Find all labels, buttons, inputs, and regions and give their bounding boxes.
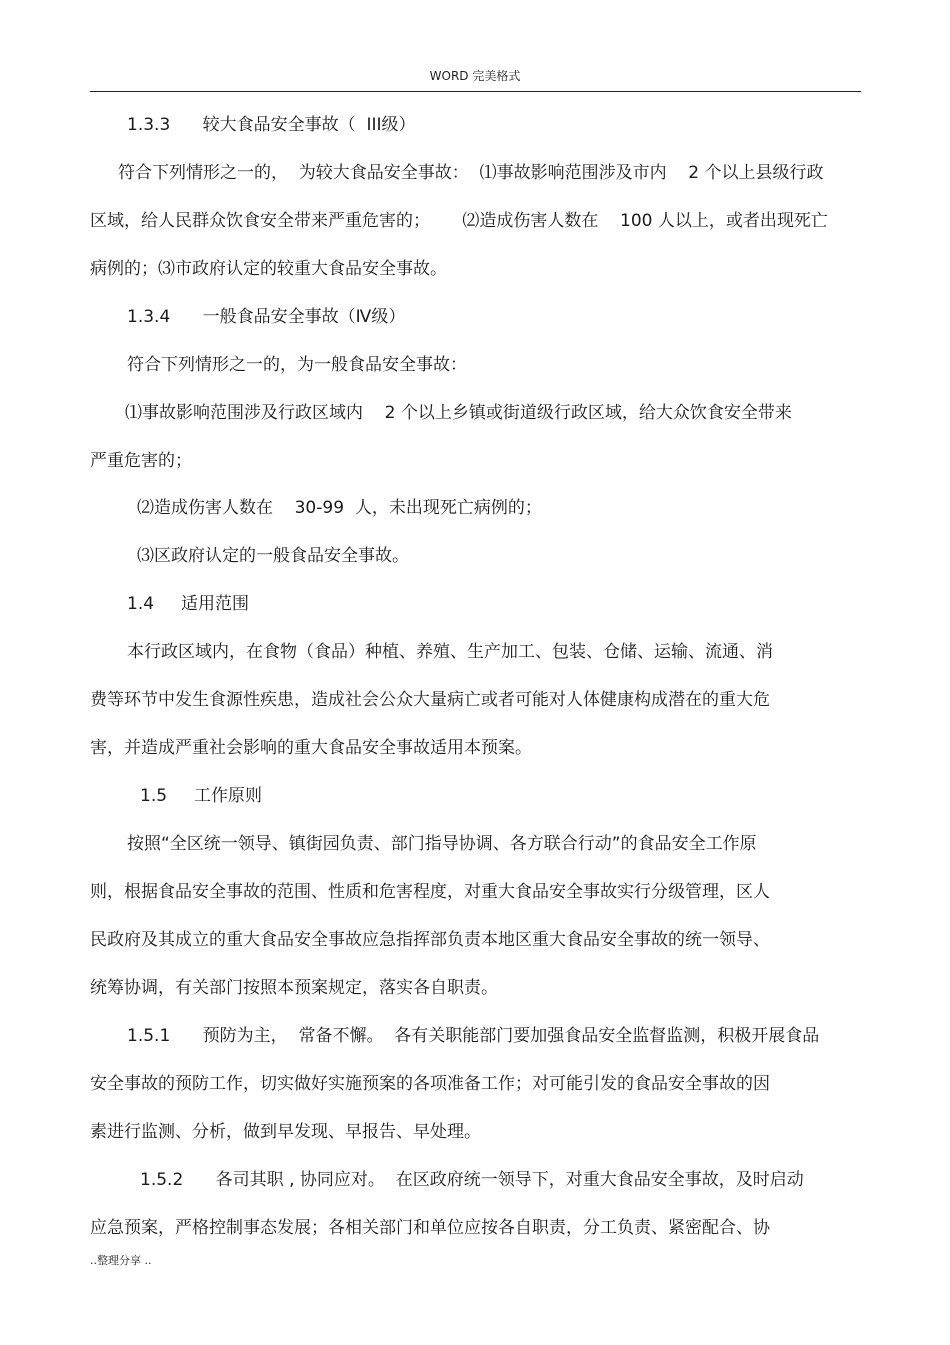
- paragraph-line: 区域，给人民群众饮食安全带来严重危害的； ⑵造成伤害人数在 100 人以上，或者出现死亡: [90, 211, 828, 231]
- paragraph-line: 严重危害的；: [90, 451, 192, 471]
- paragraph-line: ⑵造成伤害人数在 30-99 人，未出现死亡病例的；: [137, 498, 542, 518]
- paragraph-line: 费等环节中发生食源性疾患，造成社会公众大量病亡或者可能对人体健康构成潜在的重大危: [90, 690, 770, 710]
- paragraph-line: 害，并造成严重社会影响的重大食品安全事故适用本预案。: [90, 738, 532, 758]
- header-divider: [90, 91, 861, 92]
- heading-1-5-1: 1.5.1 预防为主， 常备不懈。 各有关职能部门要加强食品安全监督监测，积极开展食品: [127, 1026, 820, 1046]
- paragraph-line: 素进行监测、分析，做到早发现、早报告、早处理。: [90, 1122, 481, 1142]
- paragraph-line: 病例的；⑶市政府认定的较重大食品安全事故。: [90, 259, 447, 279]
- heading-1-4: 1.4 适用范围: [127, 594, 250, 614]
- heading-1-3-4: 1.3.4 一般食品安全事故（Ⅳ级）: [127, 307, 406, 327]
- heading-1-3-3: 1.3.3 较大食品安全事故（ III级）: [127, 115, 416, 135]
- page-header: WORD 完美格式: [429, 69, 521, 83]
- paragraph-line: 按照“全区统一领导、镇街园负责、部门指导协调、各方联合行动”的食品安全工作原: [127, 834, 757, 854]
- paragraph-line: ⑴事故影响范围涉及行政区域内 2 个以上乡镇或街道级行政区域，给大众饮食安全带来: [125, 403, 792, 423]
- page-footer: ..整理分享 ..: [90, 1254, 152, 1267]
- paragraph-line: 符合下列情形之一的， 为较大食品安全事故： ⑴事故影响范围涉及市内 2 个以上县级行政: [118, 163, 824, 183]
- paragraph-line: 符合下列情形之一的，为一般食品安全事故：: [127, 355, 467, 375]
- heading-1-5: 1.5 工作原则: [140, 786, 263, 806]
- paragraph-line: 安全事故的预防工作，切实做好实施预案的各项准备工作；对可能引发的食品安全事故的因: [90, 1074, 770, 1094]
- paragraph-line: ⑶区政府认定的一般食品安全事故。: [137, 546, 409, 566]
- paragraph-line: 统筹协调，有关部门按照本预案规定，落实各自职责。: [90, 978, 498, 998]
- paragraph-line: 应急预案，严格控制事态发展；各相关部门和单位应按各自职责，分工负责、紧密配合、协: [90, 1218, 770, 1238]
- heading-1-5-2: 1.5.2 各司其职 , 协同应对。 在区政府统一领导下，对重大食品安全事故，及时启动: [140, 1170, 804, 1190]
- paragraph-line: 则，根据食品安全事故的范围、性质和危害程度，对重大食品安全事故实行分级管理，区人: [90, 882, 770, 902]
- paragraph-line: 本行政区域内，在食物（食品）种植、养殖、生产加工、包装、仓储、运输、流通、消: [127, 642, 773, 662]
- paragraph-line: 民政府及其成立的重大食品安全事故应急指挥部负责本地区重大食品安全事故的统一领导、: [90, 930, 770, 950]
